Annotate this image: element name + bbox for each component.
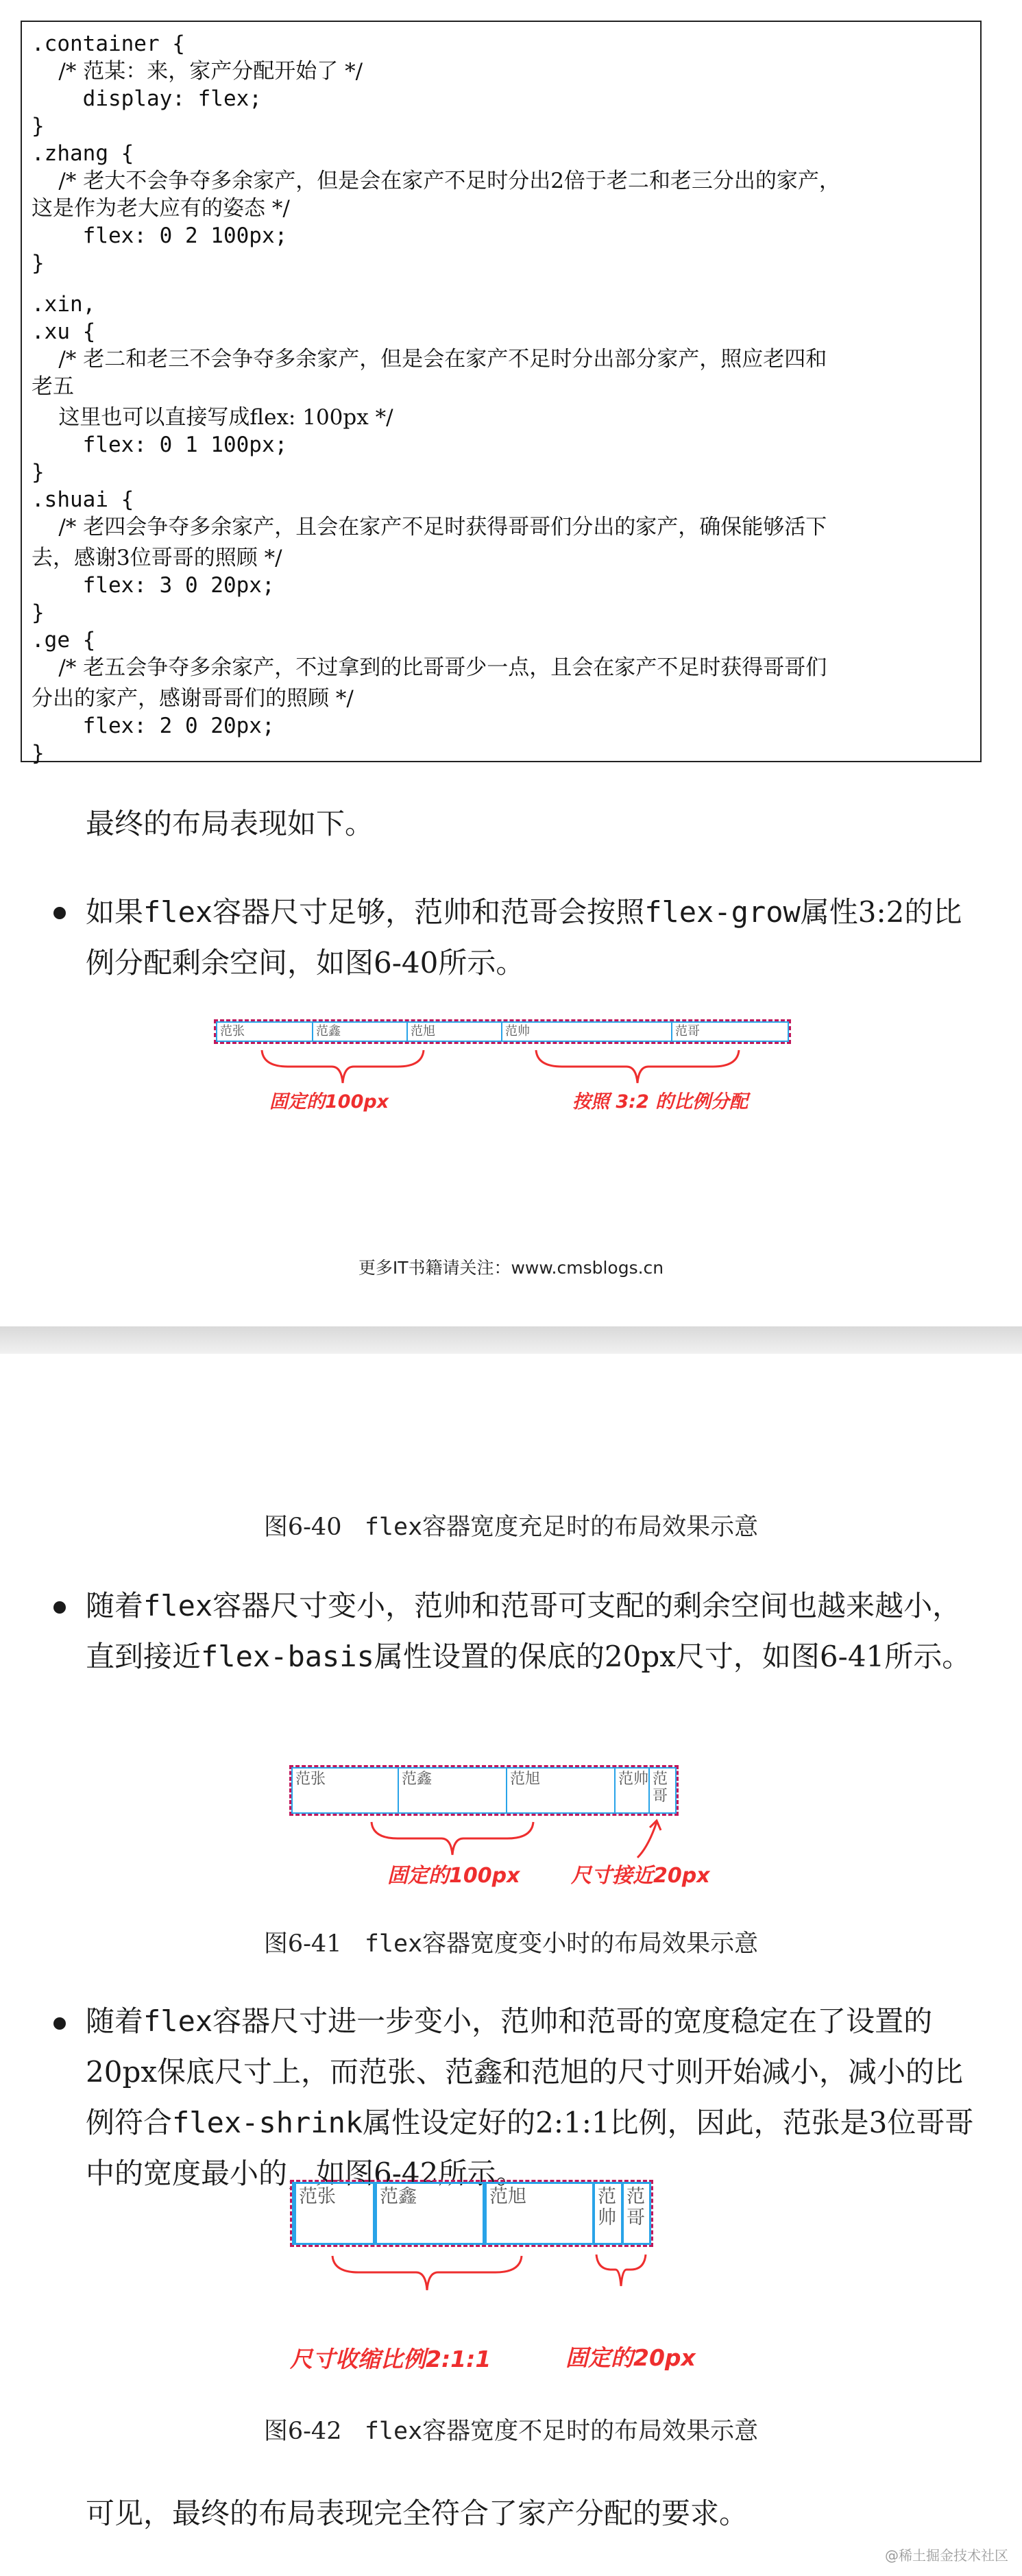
page-separator bbox=[0, 1326, 1022, 1354]
fig42-cell: 范哥 bbox=[621, 2182, 651, 2245]
code-line: .zhang { bbox=[32, 141, 134, 166]
code-line: } bbox=[32, 600, 45, 625]
code-line: 分出的家产，感谢哥哥们的照顾 */ bbox=[32, 686, 354, 711]
fig41-flex-container bbox=[289, 1765, 679, 1816]
code-line: .xu { bbox=[32, 319, 96, 344]
fig42-cell: 范鑫 bbox=[373, 2182, 483, 2245]
fig41-caption: 图6-41 flex容器宽度变小时的布局效果示意 bbox=[263, 1930, 759, 1958]
fig41-cell: 范张 bbox=[291, 1767, 398, 1814]
fig41-cell: 范旭 bbox=[506, 1767, 614, 1814]
fig42-brace-right bbox=[595, 2253, 650, 2294]
fig40-cell: 范旭 bbox=[406, 1021, 501, 1042]
fig42-caption: 图6-42 flex容器宽度不足时的布局效果示意 bbox=[263, 2418, 759, 2445]
code-line: .shuai { bbox=[32, 487, 134, 512]
code-line: } bbox=[32, 741, 45, 766]
code-line: .xin, bbox=[32, 292, 96, 317]
code-line: 去，感谢3位哥哥的照顾 */ bbox=[32, 546, 282, 570]
intro-text: 最终的布局表现如下。 bbox=[86, 807, 374, 840]
code-line: .container { bbox=[32, 32, 185, 56]
code-line: .ge { bbox=[32, 628, 96, 653]
fig40-annotation-right: 按照 3:2 的比例分配 bbox=[572, 1091, 749, 1113]
fig40-cell: 范鑫 bbox=[312, 1021, 406, 1042]
watermark: @稀土掘金技术社区 bbox=[885, 2547, 1008, 2564]
bullet-1-text: 如果flex容器尺寸足够，范帅和范哥会按照flex-grow属性3:2的比例分配剩余空间，如图6-40所示。 bbox=[86, 895, 962, 980]
fig42-cell: 范旭 bbox=[483, 2182, 592, 2245]
bullet-dot bbox=[53, 2017, 66, 2030]
footer-note: 更多IT书籍请关注：www.cmsblogs.cn bbox=[358, 1258, 664, 1278]
code-line: /* 老大不会争夺多余家产，但是会在家产不足时分出2倍于老二和老三分出的家产， bbox=[32, 169, 840, 193]
fig40-caption: 图6-40 flex容器宽度充足时的布局效果示意 bbox=[263, 1514, 759, 1541]
code-line: 这是作为老大应有的姿态 */ bbox=[32, 196, 290, 221]
fig41-cell: 范鑫 bbox=[398, 1767, 506, 1814]
fig42-brace-left bbox=[331, 2255, 523, 2297]
bullet-3-text: 随着flex容器尺寸进一步变小，范帅和范哥的宽度稳定在了设置的20px保底尺寸上，而范张、范鑫和范旭的尺寸则开始减小，减小的比例符合flex-shrink属性设定好的2:1:1比例，因此，范张是3位哥哥中的宽度最小的，如图6-42所示。 bbox=[86, 2004, 974, 2190]
fig40-brace-right bbox=[535, 1049, 740, 1090]
fig40-cell: 范张 bbox=[216, 1021, 312, 1042]
code-line: } bbox=[32, 460, 45, 485]
conclusion-text: 可见，最终的布局表现完全符合了家产分配的要求。 bbox=[86, 2496, 749, 2530]
fig42-cell: 范张 bbox=[292, 2182, 373, 2245]
fig42-annotation-left: 尺寸收缩比例2:1:1 bbox=[290, 2346, 491, 2372]
bullet-dot bbox=[53, 1601, 66, 1614]
code-line: /* 老二和老三不会争夺多余家产，但是会在家产不足时分出部分家产，照应老四和 bbox=[32, 347, 827, 372]
fig42-cell: 范帅 bbox=[592, 2182, 621, 2245]
fig41-annotation-right: 尺寸接近20px bbox=[571, 1864, 710, 1888]
fig40-annotation-left: 固定的100px bbox=[269, 1091, 389, 1113]
fig40-cell: 范哥 bbox=[671, 1021, 789, 1042]
code-line: flex: 0 1 100px; bbox=[32, 433, 288, 457]
code-line: flex: 2 0 20px; bbox=[32, 714, 275, 738]
fig42-flex-container bbox=[290, 2180, 653, 2247]
fig41-cell: 范帅 bbox=[614, 1767, 648, 1814]
fig41-cell: 范哥 bbox=[648, 1767, 677, 1814]
code-line: 这里也可以直接写成flex: 100px */ bbox=[32, 405, 393, 430]
code-line: 老五 bbox=[32, 374, 74, 399]
code-line: /* 老五会争夺多余家产，不过拿到的比哥哥少一点，且会在家产不足时获得哥哥们 bbox=[32, 655, 827, 680]
bullet-2-text: 随着flex容器尺寸变小，范帅和范哥可支配的剩余空间也越来越小，直到接近flex-basis属性设置的保底的20px尺寸，如图6-41所示。 bbox=[86, 1589, 971, 1673]
fig41-arrow bbox=[631, 1819, 672, 1860]
code-line: /* 老四会争夺多余家产，且会在家产不足时获得哥哥们分出的家产，确保能够活下 bbox=[32, 515, 827, 539]
fig41-annotation-left: 固定的100px bbox=[387, 1864, 520, 1888]
code-line: /* 范某：来，家产分配开始了 */ bbox=[32, 59, 363, 84]
fig40-brace-left bbox=[260, 1049, 425, 1090]
code-line: flex: 3 0 20px; bbox=[32, 573, 275, 598]
code-line: display: flex; bbox=[32, 86, 262, 111]
fig40-cell: 范帅 bbox=[501, 1021, 671, 1042]
fig42-annotation-right: 固定的20px bbox=[565, 2344, 696, 2371]
fig40-flex-container bbox=[214, 1019, 791, 1044]
fig41-brace bbox=[370, 1821, 535, 1862]
bullet-dot bbox=[53, 907, 66, 919]
code-line: } bbox=[32, 114, 45, 138]
code-line: } bbox=[32, 251, 45, 276]
code-block bbox=[21, 21, 982, 766]
code-line: flex: 0 2 100px; bbox=[32, 223, 288, 248]
